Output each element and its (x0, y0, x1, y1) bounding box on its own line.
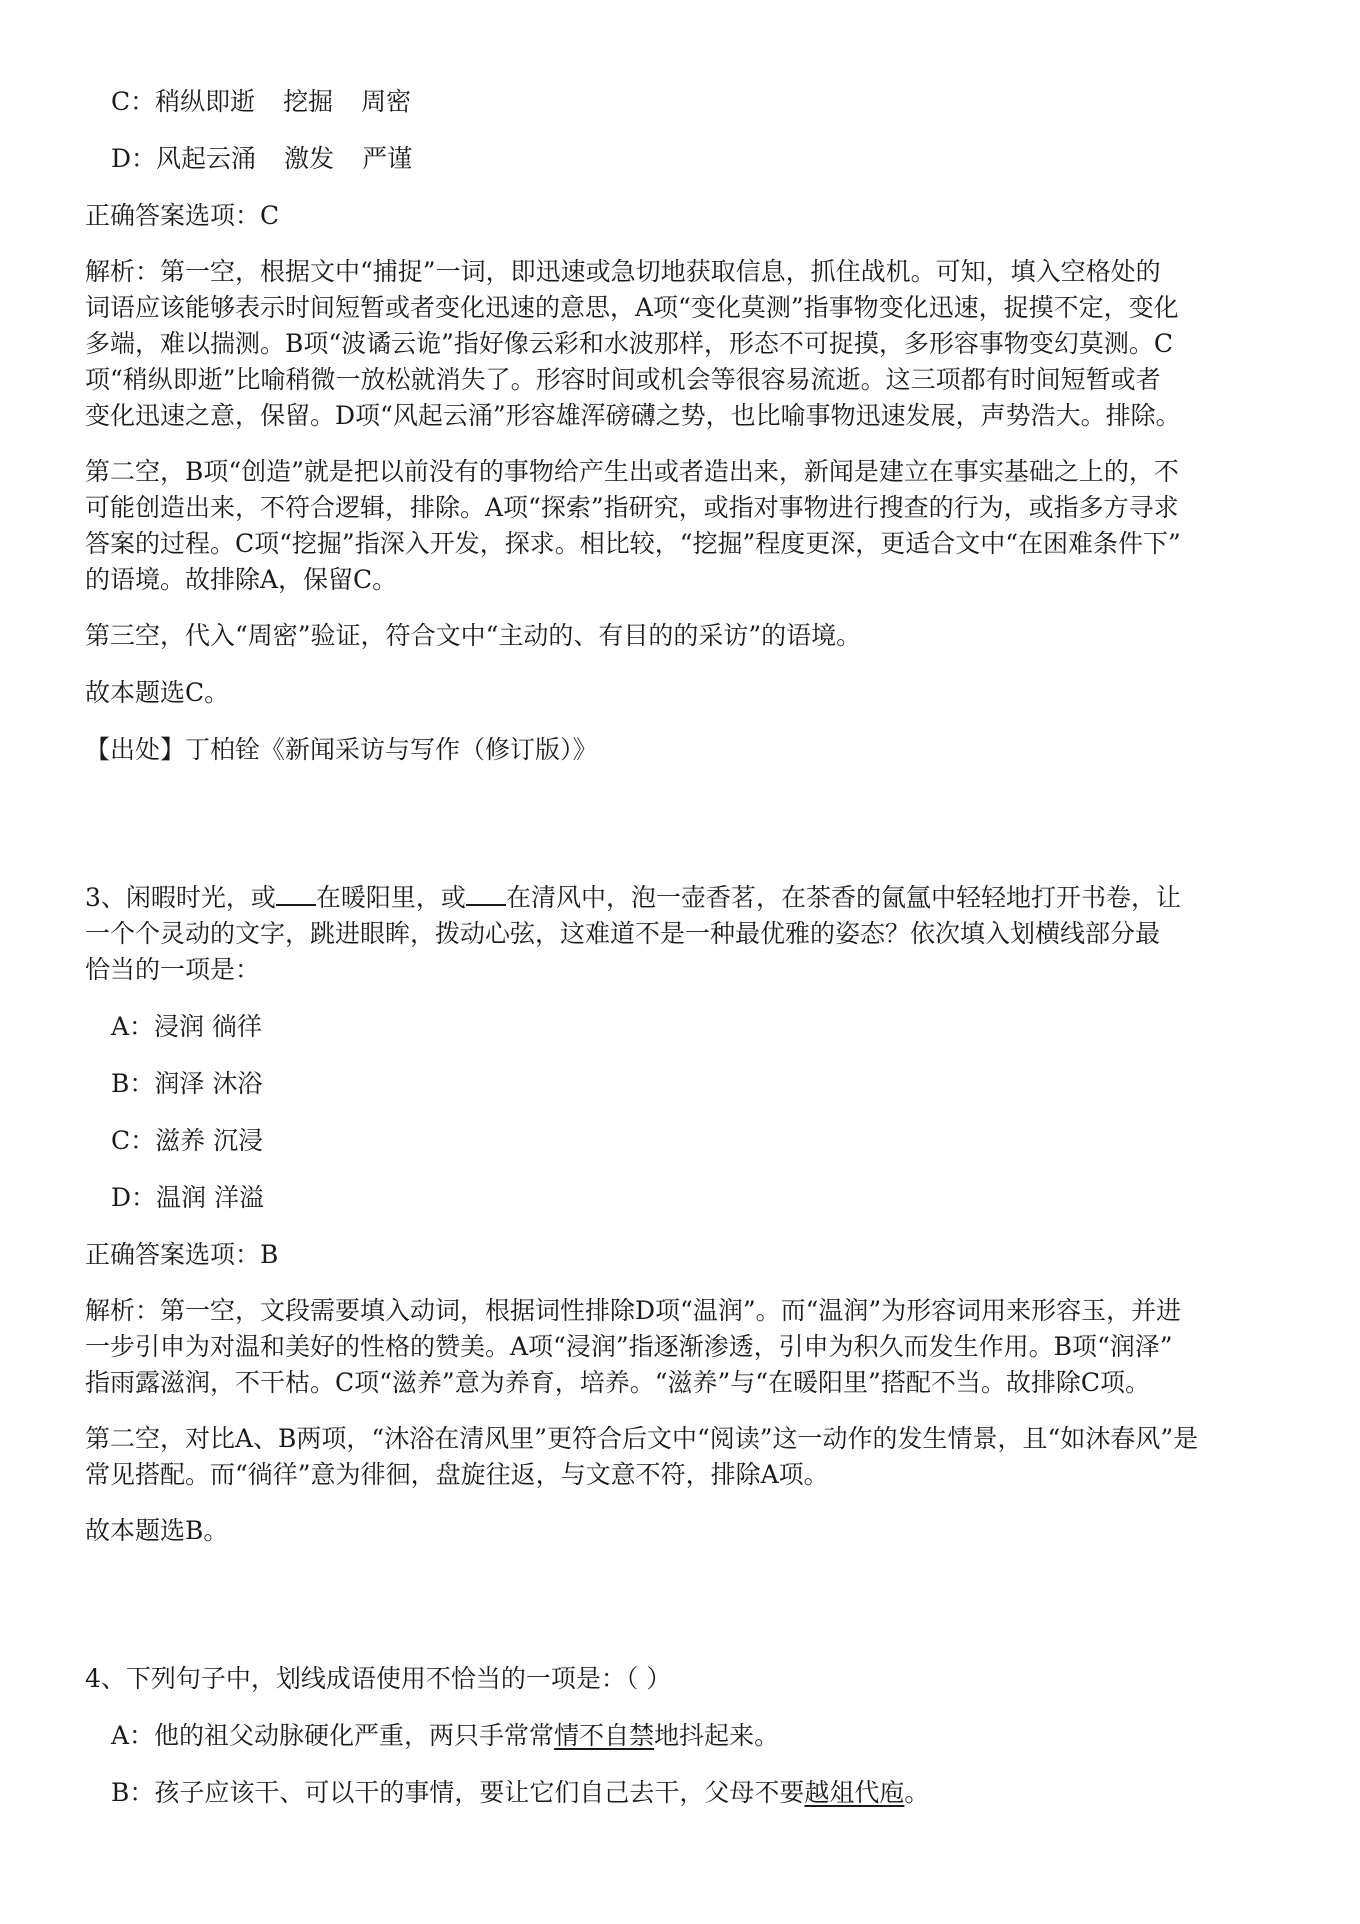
q2-analysis3: 第三空，代入“周密”验证，符合文中“主动的、有目的的采访”的语境。 (85, 621, 862, 650)
q3-option-a: A：浸润 徜徉 (111, 1012, 263, 1041)
q3-stem-line3: 恰当的一项是： (85, 955, 261, 984)
blank-line (466, 882, 506, 906)
q4-option-b: B：孩子应该干、可以干的事情，要让它们自己去干，父母不要越俎代庖。 (111, 1778, 930, 1807)
q3-analysis1-line: 一步引申为对温和美好的性格的赞美。A项“浸润”指逐渐渗透，引申为积久而发生作用。B项“润泽” (85, 1332, 1173, 1361)
q2-analysis1-line: 多端，难以揣测。B项“波谲云诡”指好像云彩和水波那样，形态不可捉摸，多形容事物变幻莫测。C (85, 329, 1174, 358)
q2-analysis1-line: 词语应该能够表示时间短暂或者变化迅速的意思，A项“变化莫测”指事物变化迅速，捉摸不定，变化 (85, 293, 1179, 322)
q3-analysis2-line: 常见搭配。而“徜徉”意为徘徊，盘旋往返，与文意不符，排除A项。 (85, 1460, 829, 1489)
q3-analysis1-line: 解析：第一空，文段需要填入动词，根据词性排除D项“温润”。而“温润”为形容词用来形容玉，并进 (85, 1296, 1182, 1325)
q2-conclusion: 故本题选C。 (85, 678, 230, 707)
q3-analysis1-line: 指雨露滋润，不干枯。C项“滋养”意为养育，培养。“滋养”与“在暖阳里”搭配不当。故排除C项。 (85, 1368, 1150, 1397)
blank-line (276, 882, 316, 906)
q3-option-b: B：润泽 沐浴 (111, 1069, 263, 1098)
q4-stem: 4、下列句子中，划线成语使用不恰当的一项是：（ ） (85, 1664, 672, 1693)
q2-analysis2-line: 可能创造出来，不符合逻辑，排除。A项“探索”指研究，或指对事物进行搜查的行为，或指多方寻求 (85, 493, 1179, 522)
q2-analysis1-line: 解析：第一空，根据文中“捕捉”一词，即迅速或急切地获取信息，抓住战机。可知，填入空格处的 (85, 257, 1161, 286)
q3-option-d: D：温润 洋溢 (111, 1183, 264, 1212)
q3-stem-line2: 一个个灵动的文字，跳进眼眸，拨动心弦，这难道不是一种最优雅的姿态？依次填入划横线部分最 (85, 919, 1161, 948)
underlined-idiom: 情不自禁 (554, 1721, 655, 1750)
q2-source: 【出处】丁柏铨《新闻采访与写作（修订版）》 (85, 735, 598, 764)
q2-option-c: C：稍纵即逝 挖掘 周密 (111, 87, 412, 116)
q3-option-c: C：滋养 沉浸 (111, 1126, 264, 1155)
q2-option-d: D：风起云涌 激发 严谨 (111, 144, 413, 173)
q3-answer: 正确答案选项：B (85, 1240, 279, 1269)
q3-stem-line1: 3、闲暇时光，或 在暖阳里，或 在清风中，泡一壶香茗，在茶香的氤氲中轻轻地打开书卷，让 (85, 883, 1181, 912)
q3-conclusion: 故本题选B。 (85, 1516, 229, 1545)
q4-option-a: A：他的祖父动脉硬化严重，两只手常常情不自禁地抖起来。 (111, 1721, 780, 1750)
q2-analysis1-line: 项“稍纵即逝”比喻稍微一放松就消失了。形容时间或机会等很容易流逝。这三项都有时间短暂或者 (85, 365, 1161, 394)
q2-analysis2-line: 的语境。故排除A，保留C。 (85, 565, 398, 594)
q2-analysis2-line: 答案的过程。C项“挖掘”指深入开发，探求。相比较，“挖掘”程度更深，更适合文中“在困难条件下” (85, 529, 1181, 558)
q2-analysis2-line: 第二空，B项“创造”就是把以前没有的事物给产生出或者造出来，新闻是建立在事实基础之上的，不 (85, 457, 1179, 486)
underlined-idiom: 越俎代庖 (804, 1778, 905, 1807)
q2-analysis1-line: 变化迅速之意，保留。D项“风起云涌”形容雄浑磅礴之势，也比喻事物迅速发展，声势浩大。排除。 (85, 401, 1181, 430)
q3-analysis2-line: 第二空，对比A、B两项，“沐浴在清风里”更符合后文中“阅读”这一动作的发生情景，且“如沐春风”是 (85, 1424, 1199, 1453)
q2-answer: 正确答案选项：C (85, 201, 280, 230)
